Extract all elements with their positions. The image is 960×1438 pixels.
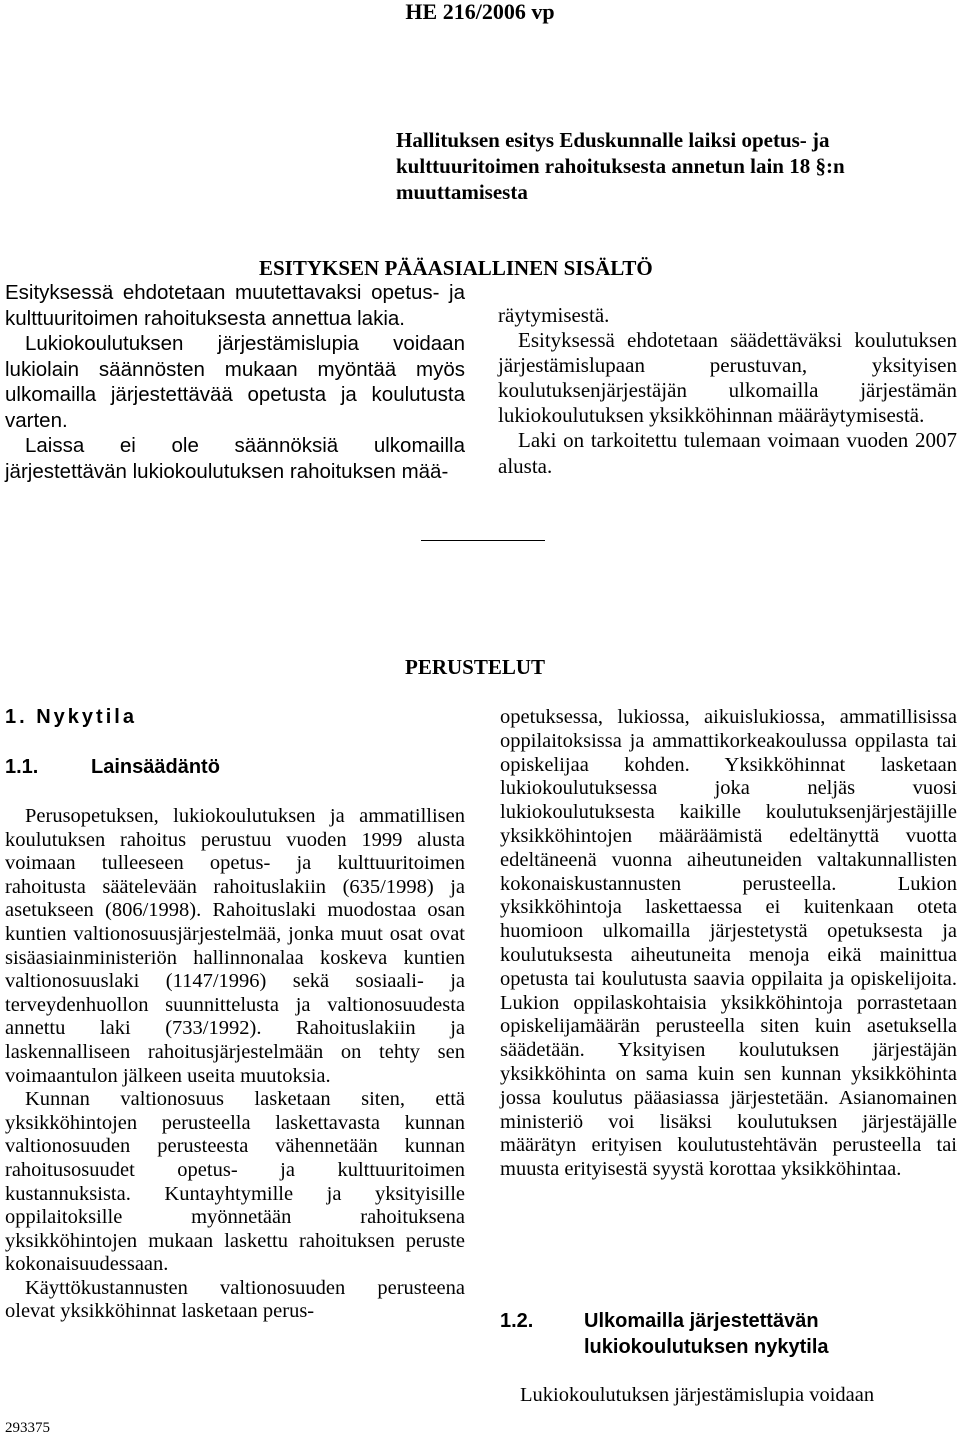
- section-title: Lainsäädäntö: [91, 756, 220, 778]
- section-title: Ulkomailla järjestettävän lukiokoulutuksen nykytila: [584, 1310, 829, 1358]
- summary-right-column: [498, 303, 957, 479]
- summary-paragraph: Laissa ei ole säännöksiä ulkomailla järjestettävän lukiokoulutuksen rahoituksen mää-: [5, 434, 465, 483]
- summary-paragraph: Esityksessä ehdotetaan säädettäväksi koulutuksen järjestämislupaan perustuvan, yksityisen koulutuksenjärjestäjän ulkomailla järjestämän lukiokoulutuksen yksikköhinnan määräytymisestä.: [498, 328, 957, 428]
- section-number: 1.2.: [500, 1310, 534, 1332]
- section-1-2-heading: [500, 1308, 874, 1360]
- bill-title: Hallituksen esitys Eduskunnalle laiksi opetus- ja kulttuuritoimen rahoituksesta annetun lain 18 §:n muuttamisesta: [396, 128, 845, 204]
- section-number: 1.1.: [5, 756, 39, 778]
- body-paragraph: Kunnan valtionosuus lasketaan siten, että yksikköhintojen perusteella laskettavasta kunnan valtionosuuden perusteesta vähennetään kunnan rahoitusosuudet opetus- ja kulttuuritoimen kustannuksista. Kuntayhtymille ja yksityisille oppilaitoksille myönnetään rahoituksena yksikköhintojen mukaan laskettu rahoituksen peruste kokonaisuudessaan.: [5, 1088, 465, 1276]
- footer-number: 293375: [5, 1420, 50, 1436]
- rationale-left-column: [5, 805, 465, 1324]
- summary-paragraph: Esityksessä ehdotetaan muutettavaksi opetus- ja kulttuuritoimen rahoituksesta annettua lakia.: [5, 281, 465, 330]
- rationale-heading: PERUSTELUT: [405, 655, 546, 679]
- document-id: HE 216/2006 vp: [405, 0, 555, 24]
- section-divider: [421, 540, 545, 541]
- summary-heading: ESITYKSEN PÄÄASIALLINEN SISÄLTÖ: [259, 256, 653, 280]
- body-paragraph: opetuksessa, lukiossa, aikuislukiossa, ammatillisissa oppilaitoksissa ja ammattikorkeakoulussa oppilasta tai opiskelijaa kohden. Yksikköhinnat lasketaan lukiokoulutuksessa joka neljäs vuosi lukiokoulutuksesta kaikille koulutuksenjärjestäjille yksikköhintojen määräämistä edeltänyttä vuotta edeltäneenä vuonna aiheutuneiden valtakunnallisten kokonaiskustannusten perusteella. Lukion yksikköhintoja laskettaessa ei kuitenkaan oteta huomioon ulkomailla järjestetystä opetuksesta ja koulutuksesta aiheutuneita menoja eikä mainittua opetusta tai koulutusta saavia oppilaita ja opiskelijoita. Lukion oppilaskohtaisia yksikköhintoja porrastetaan opiskelijamäärän perusteella siten kuin asetuksella säädetään. Yksityisen koulutuksen järjestäjän yksikköhinta on sama kuin sen kunnan yksikköhinta jossa koulutus pääasiassa järjestetään. Asianomainen ministeriö voi lisäksi koulutuksen järjestäjälle määrätyn erityisen koulutustehtävän perusteella tai muusta erityisestä syystä korottaa yksikköhintaa.: [500, 706, 957, 1181]
- summary-left-column: [5, 280, 465, 484]
- summary-paragraph: Lukiokoulutuksen järjestämislupia voidaan lukiolain säännösten mukaan myöntää myös ulkomailla järjestettävää opetusta ja koulutusta varten.: [5, 332, 465, 432]
- summary-paragraph: räytymisestä.: [498, 303, 610, 327]
- section-1-heading: 1. Nykytila: [5, 706, 137, 728]
- section-1-1-heading: [5, 756, 220, 779]
- body-paragraph: Käyttökustannusten valtionosuuden perusteena olevat yksikköhinnat lasketaan perus-: [5, 1276, 465, 1323]
- summary-paragraph: Laki on tarkoitettu tulemaan voimaan vuoden 2007 alusta.: [498, 428, 957, 478]
- section-1-2-text: Lukiokoulutuksen järjestämislupia voidaan: [520, 1384, 875, 1406]
- rationale-right-column: [500, 706, 957, 1182]
- body-paragraph: Perusopetuksen, lukiokoulutuksen ja ammatillisen koulutuksen rahoitus perustuu vuoden 1999 alusta voimaan tulleeseen opetus- ja kulttuuritoimen rahoitusta säätelevään rahoituslakiin (635/1998) ja asetukseen (806/1998). Rahoituslaki muodostaa osan kuntien valtionosuusjärjestelmää, jonka muut osat ovat sisäasiainministeriön hallinnonalaa koskeva kuntien valtionosuuslaki (1147/1996) sekä sosiaali- ja terveydenhuollon suunnittelusta ja valtionosuudesta annettu laki (733/1992). Rahoituslakiin ja laskennalliseen rahoitusjärjestelmään on tehty sen voimaantulon jälkeen useita muutoksia.: [5, 805, 465, 1087]
